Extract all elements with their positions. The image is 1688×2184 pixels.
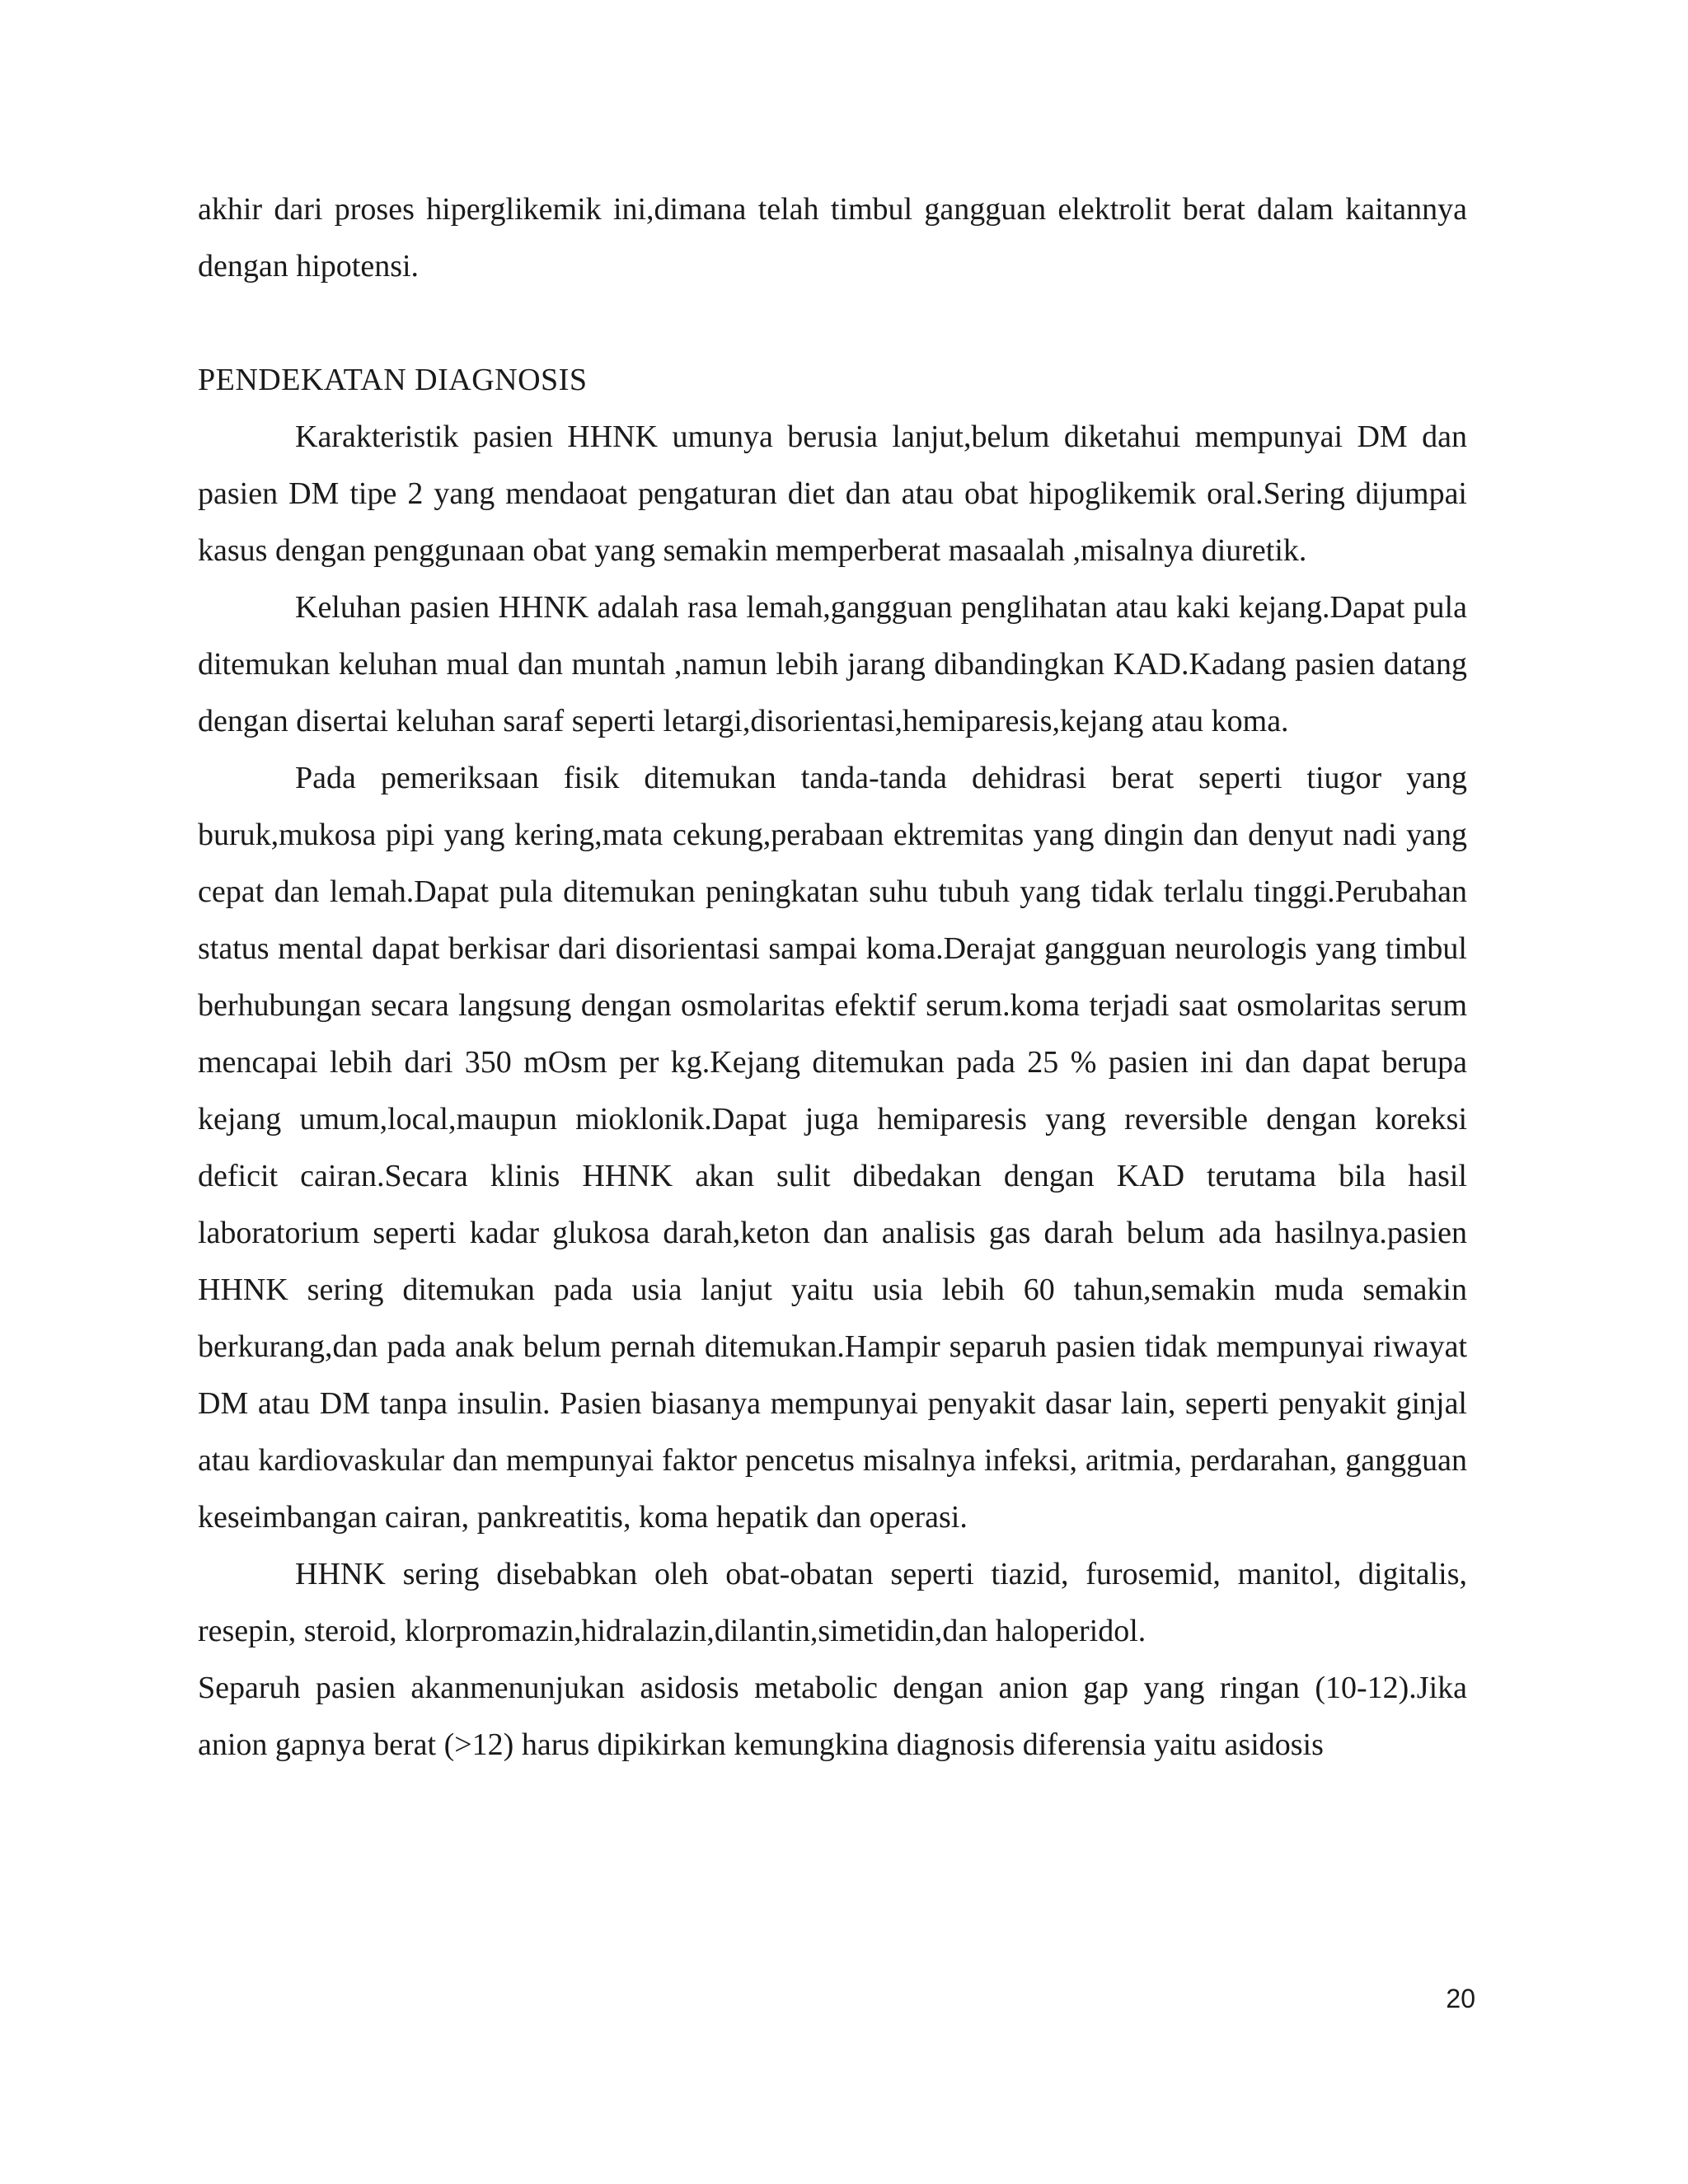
closing-paragraph: Separuh pasien akanmenunjukan asidosis metabolic dengan anion gap yang ringan (10-12).Jika anion gapnya berat (>12) harus dipikirkan kemungkina diagnosis diferensia yaitu asidosis (198, 1671, 1467, 1762)
paragraph-physical-exam: Pada pemeriksaan fisik ditemukan tanda-tanda dehidrasi berat seperti tiugor yang buruk,mukosa pipi yang kering,mata cekung,perabaan ektremitas yang dingin dan denyut nadi yang cepat dan lemah.Dapat pula ditemukan peningkatan suhu tubuh yang tidak terlalu tinggi.Perubahan status mental dapat berkisar dari disorientasi sampai koma.Derajat gangguan neurologis yang timbul berhubungan secara langsung dengan osmolaritas efektif serum.koma terjadi saat osmolaritas serum mencapai lebih dari 350 mOsm per kg.Kejang ditemukan pada 25 % pasien ini dan dapat berupa kejang umum,local,maupun mioklonik.Dapat juga hemiparesis yang reversible dengan koreksi deficit cairan.Secara klinis HHNK akan sulit dibedakan dengan KAD terutama bila hasil laboratorium seperti kadar glukosa darah,keton dan analisis gas darah belum ada hasilnya.pasien HHNK sering ditemukan pada usia lanjut yaitu usia lebih 60 tahun,semakin muda semakin berkurang,dan pada anak belum pernah ditemukan.Hampir separuh pasien tidak mempunyai riwayat DM atau DM tanpa insulin. Pasien biasanya mempunyai penyakit dasar lain, seperti penyakit ginjal atau kardiovaskular dan mempunyai faktor pencetus misalnya infeksi, aritmia, perdarahan, gangguan keseimbangan cairan, pankreatitis, koma hepatik dan operasi. (198, 761, 1467, 1535)
body-text (198, 181, 1467, 1774)
opening-paragraph: akhir dari proses hiperglikemik ini,dimana telah timbul gangguan elektrolit berat dalam kaitannya dengan hipotensi. (198, 192, 1467, 284)
paragraph-characteristics: Karakteristik pasien HHNK umunya berusia lanjut,belum diketahui mempunyai DM dan pasien DM tipe 2 yang mendaoat pengaturan diet dan atau obat hipoglikemik oral.Sering dijumpai kasus dengan penggunaan obat yang semakin memperberat masaalah ,misalnya diuretik. (198, 419, 1467, 568)
page-number: 20 (1446, 1984, 1475, 2013)
paragraph-complaints: Keluhan pasien HHNK adalah rasa lemah,gangguan penglihatan atau kaki kejang.Dapat pula ditemukan keluhan mual dan muntah ,namun lebih jarang dibandingkan KAD.Kadang pasien datang dengan disertai keluhan saraf seperti letargi,disorientasi,hemiparesis,kejang atau koma. (198, 590, 1467, 738)
paragraph-drugs: HHNK sering disebabkan oleh obat-obatan seperti tiazid, furosemid, manitol, digitalis, resepin, steroid, klorpromazin,hidralazin,dilantin,simetidin,dan haloperidol. (198, 1557, 1467, 1648)
section-heading: PENDEKATAN DIAGNOSIS (198, 363, 588, 397)
